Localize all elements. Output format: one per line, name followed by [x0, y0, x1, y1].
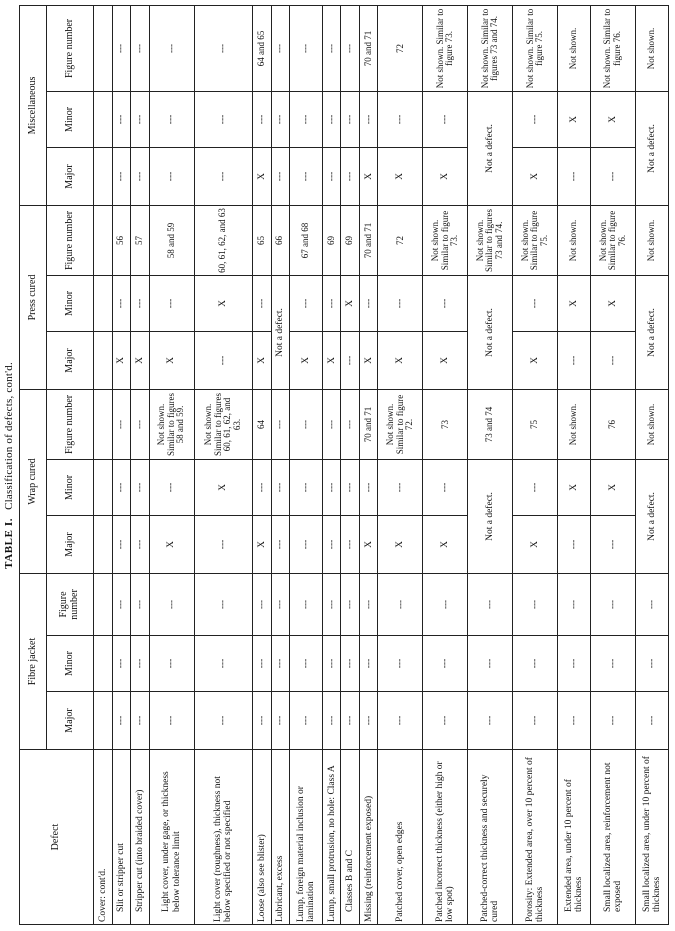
major-cell: ---	[131, 692, 150, 750]
minor-cell: ---	[290, 459, 323, 515]
major-cell: ---	[558, 331, 591, 389]
figure-number-cell: ---	[131, 5, 150, 91]
header-major: Major	[47, 515, 94, 573]
major-cell: ---	[591, 147, 636, 205]
table-row	[423, 5, 468, 924]
figure-number-cell	[94, 205, 113, 275]
figure-number-cell: Not shown. Similar to figure 75.	[513, 5, 558, 91]
figure-number-cell: 72	[378, 205, 423, 275]
major-cell: ---	[112, 147, 131, 205]
figure-number-cell: Not shown. Similar to figures 73 and 74.	[468, 205, 513, 275]
major-cell: ---	[558, 147, 591, 205]
major-cell: ---	[194, 692, 253, 750]
minor-cell: ---	[359, 636, 378, 692]
defect-cell	[149, 750, 194, 925]
major-cell: X	[149, 331, 194, 389]
minor-cell: ---	[513, 636, 558, 692]
major-cell	[94, 515, 113, 573]
figure-number-cell: 57	[131, 205, 150, 275]
major-cell: ---	[322, 515, 341, 573]
minor-cell: ---	[253, 275, 272, 331]
figure-number-cell: 65	[253, 205, 272, 275]
defect-cell	[423, 750, 468, 925]
minor-cell: ---	[423, 636, 468, 692]
figure-number-cell: Not shown. Similar to figure 75.	[513, 205, 558, 275]
defects-table-body	[94, 5, 669, 924]
header-major: Major	[47, 331, 94, 389]
major-cell: ---	[194, 331, 253, 389]
minor-cell: ---	[322, 636, 341, 692]
minor-cell: ---	[423, 459, 468, 515]
defect-label: Classes B and C	[345, 849, 356, 912]
minor-cell: ---	[112, 91, 131, 147]
major-cell: X	[359, 147, 378, 205]
minor-cell: X	[591, 91, 636, 147]
figure-number-cell: ---	[253, 573, 272, 635]
major-cell: ---	[359, 692, 378, 750]
major-cell: ---	[636, 692, 669, 750]
minor-cell: ---	[423, 275, 468, 331]
major-cell: ---	[591, 692, 636, 750]
minor-cell: ---	[149, 275, 194, 331]
header-fibre-jacket: Fibre jacket	[20, 573, 47, 749]
defect-label: Small localized area, reinforcement not exposed	[602, 762, 624, 912]
minor-cell: ---	[378, 459, 423, 515]
figure-number-cell: ---	[513, 573, 558, 635]
figure-number-cell: 66	[271, 205, 290, 275]
major-cell: ---	[341, 515, 360, 573]
major-cell: ---	[194, 515, 253, 573]
figure-number-cell: ---	[194, 5, 253, 91]
figure-number-cell: Not shown. Similar to figures 58 and 59.	[149, 389, 194, 459]
not-a-defect-cell: Not a defect.	[468, 459, 513, 573]
minor-cell: ---	[468, 636, 513, 692]
minor-cell: ---	[341, 459, 360, 515]
minor-cell	[94, 275, 113, 331]
defect-cell	[131, 750, 150, 925]
minor-cell: ---	[378, 91, 423, 147]
table-row	[378, 5, 423, 924]
defect-cell	[591, 750, 636, 925]
minor-cell: ---	[341, 636, 360, 692]
header-minor: Minor	[47, 636, 94, 692]
defect-label: Lump, foreign material inclusion or lamination	[295, 786, 316, 922]
major-cell: ---	[341, 331, 360, 389]
figure-number-cell: ---	[271, 389, 290, 459]
header-minor: Minor	[47, 91, 94, 147]
minor-cell: ---	[131, 275, 150, 331]
minor-cell: ---	[591, 636, 636, 692]
defect-cell	[194, 750, 253, 925]
figure-number-cell: ---	[341, 389, 360, 459]
defect-cell	[513, 750, 558, 925]
not-a-defect-cell: Not a defect.	[468, 275, 513, 389]
not-a-defect-cell: Not a defect.	[636, 275, 669, 389]
figure-number-cell: ---	[271, 573, 290, 635]
figure-number-cell: ---	[322, 389, 341, 459]
figure-number-cell: ---	[131, 389, 150, 459]
major-cell: ---	[112, 692, 131, 750]
figure-number-cell: Not shown. Similar to figure 73.	[423, 205, 468, 275]
header-figure-number: Figure number	[47, 573, 94, 635]
major-cell: X	[513, 147, 558, 205]
figure-number-cell: 56	[112, 205, 131, 275]
minor-cell: ---	[290, 91, 323, 147]
major-cell	[94, 147, 113, 205]
minor-cell: ---	[322, 275, 341, 331]
major-cell: X	[253, 147, 272, 205]
major-cell: X	[423, 147, 468, 205]
major-cell: X	[149, 515, 194, 573]
figure-number-cell: Not shown.	[558, 205, 591, 275]
figure-number-cell: 70 and 71	[359, 205, 378, 275]
defect-cell	[378, 750, 423, 925]
defect-label: Patched-correct thickness and securely cured	[480, 774, 501, 922]
minor-cell: ---	[341, 91, 360, 147]
defect-cell	[290, 750, 323, 925]
table-row	[94, 5, 113, 924]
major-cell: X	[423, 515, 468, 573]
defect-cell	[94, 750, 113, 925]
figure-number-cell: Not shown.	[636, 205, 669, 275]
figure-number-cell: ---	[359, 573, 378, 635]
defect-cell	[558, 750, 591, 925]
minor-cell: ---	[131, 636, 150, 692]
figure-number-cell: 72	[378, 5, 423, 91]
figure-number-cell: 73	[423, 389, 468, 459]
minor-cell: ---	[112, 459, 131, 515]
figure-number-cell: 69	[322, 205, 341, 275]
minor-cell: ---	[378, 636, 423, 692]
table-row	[359, 5, 378, 924]
defect-cell	[359, 750, 378, 925]
minor-cell: ---	[271, 636, 290, 692]
figure-number-cell: 76	[591, 389, 636, 459]
defect-cell	[112, 750, 131, 925]
header-major: Major	[47, 147, 94, 205]
table-caption	[3, 0, 17, 931]
not-a-defect-cell: Not a defect.	[271, 275, 290, 389]
figure-number-cell: 70 and 71	[359, 5, 378, 91]
not-a-defect-cell: Not a defect.	[636, 91, 669, 205]
major-cell: X	[359, 515, 378, 573]
figure-number-cell: ---	[112, 389, 131, 459]
major-cell: ---	[149, 147, 194, 205]
major-cell: X	[513, 331, 558, 389]
major-cell: ---	[112, 515, 131, 573]
header-wrap-cured: Wrap cured	[20, 389, 47, 573]
minor-cell: ---	[112, 275, 131, 331]
figure-number-cell: ---	[112, 5, 131, 91]
defect-cell	[271, 750, 290, 925]
major-cell: X	[112, 331, 131, 389]
defect-label: Light cover (roughness), thickness not below specified or not specified	[213, 776, 234, 922]
major-cell: ---	[341, 147, 360, 205]
header-press-cured: Press cured	[20, 205, 47, 389]
defect-label: Loose (also see blister)	[256, 834, 267, 922]
figure-number-cell: Not shown.	[558, 389, 591, 459]
minor-cell: ---	[271, 91, 290, 147]
figure-number-cell: 64	[253, 389, 272, 459]
major-cell: ---	[194, 147, 253, 205]
table-row	[636, 5, 669, 924]
major-cell: X	[423, 331, 468, 389]
major-cell: ---	[149, 692, 194, 750]
figure-number-cell: ---	[591, 573, 636, 635]
figure-number-cell: Not shown. Similar to figure 72.	[378, 389, 423, 459]
major-cell: ---	[290, 147, 323, 205]
defect-cell	[468, 750, 513, 925]
defect-label: Patched incorrect thickness (either high or low spot)	[435, 761, 456, 922]
not-a-defect-cell: Not a defect.	[636, 459, 669, 573]
defect-label: Stripper cut (into braided cover)	[134, 789, 145, 912]
header-figure-number: Figure number	[47, 5, 94, 91]
defect-cell	[636, 750, 669, 925]
figure-number-cell: ---	[558, 573, 591, 635]
header-figure-number: Figure number	[47, 389, 94, 459]
minor-cell: X	[558, 275, 591, 331]
major-cell: X	[131, 331, 150, 389]
major-cell: X	[513, 515, 558, 573]
minor-cell: X	[558, 91, 591, 147]
minor-cell: ---	[194, 636, 253, 692]
major-cell: ---	[423, 692, 468, 750]
figure-number-cell	[94, 5, 113, 91]
defect-label: Porosity: Extended area, over 10 percent of thickness	[525, 757, 546, 922]
figure-number-cell: ---	[131, 573, 150, 635]
figure-number-cell: ---	[271, 5, 290, 91]
minor-cell: ---	[149, 459, 194, 515]
minor-cell: ---	[359, 275, 378, 331]
major-cell: ---	[322, 147, 341, 205]
header-minor: Minor	[47, 275, 94, 331]
table-row	[253, 5, 272, 924]
figure-number-cell: ---	[322, 5, 341, 91]
minor-cell: ---	[322, 91, 341, 147]
minor-cell: X	[194, 459, 253, 515]
minor-cell	[94, 636, 113, 692]
figure-number-cell: Not shown. Similar to figures 73 and 74.	[468, 5, 513, 91]
table-row	[112, 5, 131, 924]
figure-number-cell: ---	[112, 573, 131, 635]
figure-number-cell: 67 and 68	[290, 205, 323, 275]
minor-cell: ---	[131, 459, 150, 515]
major-cell: ---	[271, 515, 290, 573]
defect-label: Lump, small protrusion, no hole: Class A	[326, 765, 337, 922]
header-minor: Minor	[47, 459, 94, 515]
figure-number-cell: ---	[290, 5, 323, 91]
figure-number-cell: ---	[194, 573, 253, 635]
figure-number-cell: ---	[636, 573, 669, 635]
minor-cell: ---	[359, 459, 378, 515]
figure-number-cell: ---	[378, 573, 423, 635]
figure-number-cell: ---	[341, 5, 360, 91]
major-cell	[94, 331, 113, 389]
table-row	[591, 5, 636, 924]
major-cell: ---	[558, 692, 591, 750]
figure-number-cell	[94, 389, 113, 459]
major-cell: ---	[341, 692, 360, 750]
figure-number-cell: Not shown.	[636, 389, 669, 459]
defect-label: Patched cover, open edges	[395, 821, 406, 922]
figure-number-cell: ---	[322, 573, 341, 635]
major-cell: X	[378, 147, 423, 205]
major-cell: ---	[558, 515, 591, 573]
major-cell: X	[378, 331, 423, 389]
minor-cell: ---	[112, 636, 131, 692]
minor-cell: ---	[194, 91, 253, 147]
table-row	[271, 5, 290, 924]
minor-cell: ---	[253, 636, 272, 692]
major-cell: ---	[131, 147, 150, 205]
major-cell: X	[253, 331, 272, 389]
major-cell: ---	[290, 692, 323, 750]
header-major: Major	[47, 692, 94, 750]
figure-number-cell: Not shown. Similar to figure 76.	[591, 205, 636, 275]
defect-label: Cover: cont'd.	[97, 868, 108, 922]
figure-number-cell: 69	[341, 205, 360, 275]
figure-number-cell: ---	[341, 573, 360, 635]
minor-cell: X	[341, 275, 360, 331]
major-cell: ---	[468, 692, 513, 750]
minor-cell: ---	[149, 636, 194, 692]
major-cell: X	[378, 515, 423, 573]
defect-label: Extended area, under 10 percent of thickness	[563, 779, 585, 912]
minor-cell: ---	[290, 275, 323, 331]
major-cell: X	[322, 331, 341, 389]
figure-number-cell: 70 and 71	[359, 389, 378, 459]
defect-label: Light cover, under gage, or thickness below tolerance limit	[161, 771, 182, 912]
table-row	[322, 5, 341, 924]
table-row	[131, 5, 150, 924]
minor-cell: X	[558, 459, 591, 515]
table-row	[558, 5, 591, 924]
minor-cell: X	[591, 275, 636, 331]
major-cell: ---	[271, 147, 290, 205]
table-row	[194, 5, 253, 924]
table-row	[468, 5, 513, 924]
minor-cell: ---	[253, 91, 272, 147]
minor-cell: ---	[513, 91, 558, 147]
defect-label: Small localized area, under 10 percent of thickness	[641, 756, 663, 912]
figure-number-cell: ---	[149, 5, 194, 91]
minor-cell	[94, 459, 113, 515]
figure-number-cell: ---	[149, 573, 194, 635]
minor-cell: ---	[149, 91, 194, 147]
minor-cell: ---	[513, 275, 558, 331]
major-cell: ---	[290, 515, 323, 573]
minor-cell: ---	[253, 459, 272, 515]
minor-cell: ---	[131, 91, 150, 147]
minor-cell: ---	[423, 91, 468, 147]
header-miscellaneous: Miscellaneous	[20, 5, 47, 205]
major-cell: ---	[131, 515, 150, 573]
table-row	[290, 5, 323, 924]
defect-label: Missing (reinforcement exposed)	[363, 795, 374, 922]
figure-number-cell: 58 and 59	[149, 205, 194, 275]
defect-label: Slit or stripper cut	[116, 843, 127, 912]
figure-number-cell: Not shown. Similar to figures 60, 61, 62, and 63.	[194, 389, 253, 459]
defect-label: Lubricant, excess	[275, 855, 286, 922]
figure-number-cell: ---	[290, 389, 323, 459]
minor-cell	[94, 91, 113, 147]
major-cell	[94, 692, 113, 750]
figure-number-cell: 73 and 74	[468, 389, 513, 459]
minor-cell: ---	[322, 459, 341, 515]
figure-number-cell: Not shown.	[558, 5, 591, 91]
minor-cell: ---	[636, 636, 669, 692]
figure-number-cell: ---	[468, 573, 513, 635]
minor-cell: ---	[513, 459, 558, 515]
major-cell: X	[359, 331, 378, 389]
not-a-defect-cell: Not a defect.	[468, 91, 513, 205]
major-cell: ---	[253, 692, 272, 750]
minor-cell: ---	[290, 636, 323, 692]
figure-number-cell: Not shown.	[636, 5, 669, 91]
defects-table	[19, 5, 669, 925]
figure-number-cell: 60, 61, 62, and 63	[194, 205, 253, 275]
major-cell: ---	[378, 692, 423, 750]
defect-cell	[322, 750, 341, 925]
table-row	[513, 5, 558, 924]
minor-cell: X	[194, 275, 253, 331]
minor-cell: ---	[378, 275, 423, 331]
defect-cell	[253, 750, 272, 925]
table-label: TABLE I.	[3, 517, 15, 569]
table-row	[149, 5, 194, 924]
major-cell: ---	[513, 692, 558, 750]
figure-number-cell: 75	[513, 389, 558, 459]
major-cell: ---	[591, 331, 636, 389]
defect-cell	[341, 750, 360, 925]
figure-number-cell: Not shown. Similar to figure 76.	[591, 5, 636, 91]
minor-cell: ---	[558, 636, 591, 692]
table-row	[341, 5, 360, 924]
header-defect: Defect	[20, 750, 94, 925]
header-group-row	[20, 5, 47, 924]
figure-number-cell: ---	[290, 573, 323, 635]
table-caption-text: Classification of defects, cont'd.	[3, 362, 15, 510]
major-cell: ---	[271, 692, 290, 750]
figure-number-cell: Not shown. Similar to figure 73.	[423, 5, 468, 91]
figure-number-cell: ---	[423, 573, 468, 635]
minor-cell: X	[591, 459, 636, 515]
major-cell: X	[290, 331, 323, 389]
major-cell: X	[253, 515, 272, 573]
header-figure-number: Figure number	[47, 205, 94, 275]
major-cell: ---	[322, 692, 341, 750]
minor-cell: ---	[359, 91, 378, 147]
figure-number-cell: 64 and 65	[253, 5, 272, 91]
major-cell: ---	[591, 515, 636, 573]
minor-cell: ---	[271, 459, 290, 515]
figure-number-cell	[94, 573, 113, 635]
